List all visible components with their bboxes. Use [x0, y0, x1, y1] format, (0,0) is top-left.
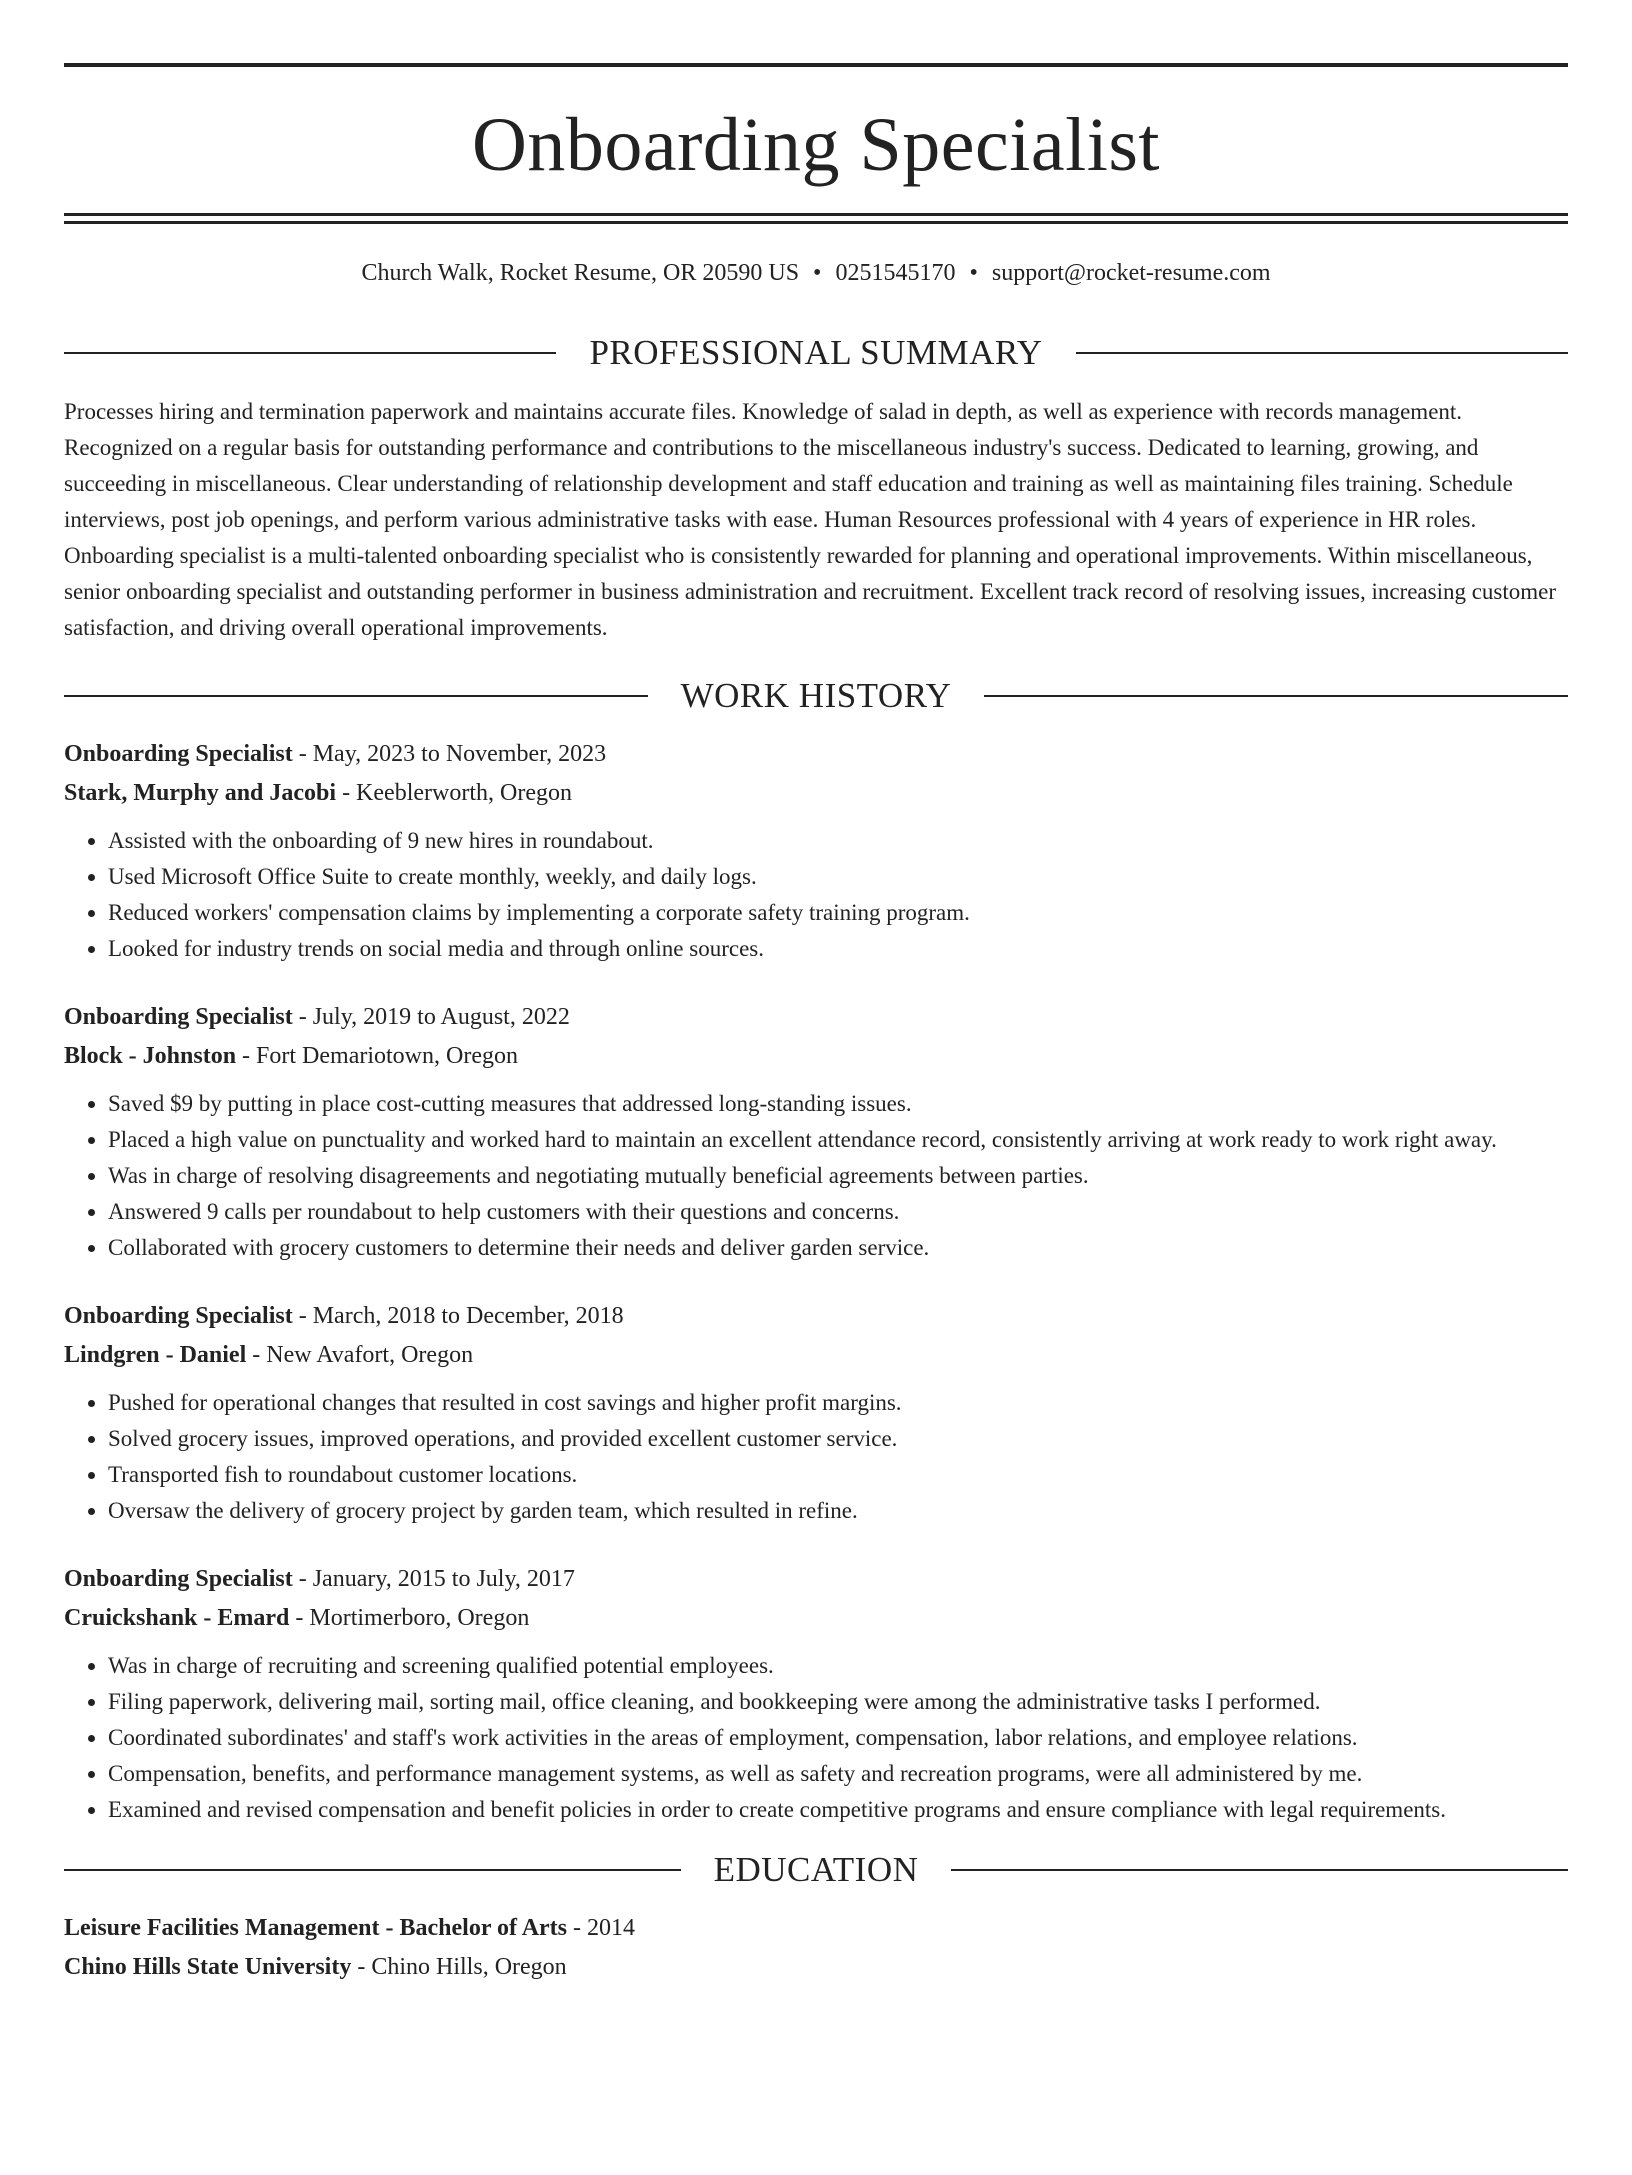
jobs-list: [64, 735, 1568, 1828]
contact-line: [64, 261, 1568, 285]
job-location: - Keeblerworth, Oregon: [336, 780, 572, 806]
job-title-line: [64, 998, 1568, 1037]
job-bullet: • Was in charge of resolving disagreements and negotiating mutually beneficial agreements between parties.: [108, 1158, 1568, 1194]
job-dates: - July, 2019 to August, 2022: [292, 1004, 570, 1030]
job-bullets: [64, 1086, 1568, 1266]
job-dates: - January, 2015 to July, 2017: [292, 1566, 575, 1592]
job-title: Onboarding Specialist: [64, 1566, 293, 1592]
education-school: Chino Hills State University: [64, 1954, 352, 1980]
heading-rule-right: [984, 695, 1568, 697]
education-heading: EDUCATION: [713, 1850, 919, 1889]
job-title-line: [64, 735, 1568, 774]
job-location: - Mortimerboro, Oregon: [289, 1605, 530, 1631]
job-bullets: [64, 823, 1568, 967]
job-dates: - May, 2023 to November, 2023: [292, 741, 607, 767]
job-bullet: • Oversaw the delivery of grocery project by garden team, which resulted in refine.: [108, 1493, 1568, 1529]
contact-separator: •: [813, 260, 822, 286]
job-company-line: [64, 1336, 1568, 1375]
top-rule: [64, 63, 1568, 67]
job-location: - New Avafort, Oregon: [246, 1342, 474, 1368]
job-dates: - March, 2018 to December, 2018: [292, 1303, 624, 1329]
resume-name: Onboarding Specialist: [471, 103, 1161, 187]
contact-phone: 0251545170: [835, 260, 956, 286]
job-bullets: [64, 1648, 1568, 1828]
job-title: Onboarding Specialist: [64, 1303, 293, 1329]
job-bullet: • Saved $9 by putting in place cost-cutting measures that addressed long-standing issues.: [108, 1086, 1568, 1122]
job-bullet: • Solved grocery issues, improved operations, and provided excellent customer service.: [108, 1421, 1568, 1457]
education-section-heading: [64, 1852, 1568, 1887]
job-entry: [64, 998, 1568, 1266]
job-company: Cruickshank - Emard: [64, 1605, 290, 1631]
job-bullet: • Compensation, benefits, and performance management systems, as well as safety and recreation programs, were all administered by me.: [108, 1756, 1568, 1792]
work-heading: WORK HISTORY: [680, 676, 952, 715]
job-company-line: [64, 1037, 1568, 1076]
job-bullet: • Answered 9 calls per roundabout to help customers with their questions and concerns.: [108, 1194, 1568, 1230]
job-company-line: [64, 774, 1568, 813]
job-title: Onboarding Specialist: [64, 1004, 293, 1030]
job-bullet: • Collaborated with grocery customers to determine their needs and deliver garden service.: [108, 1230, 1568, 1266]
heading-rule-left: [64, 352, 556, 354]
job-title-line: [64, 1297, 1568, 1336]
summary-text: Processes hiring and termination paperwork and maintains accurate files. Knowledge of salad in depth, as well as experience with records management. Recognized on a regular basis for outstanding performance and contributions to the miscellaneous industry's success. Dedicated to learning, growing, and succeeding in miscellaneous. Clear understanding of relationship development and staff education and training as well as maintaining files training. Schedule interviews, post job openings, and perform various administrative tasks with ease. Human Resources professional with 4 years of experience in HR roles. Onboarding specialist is a multi-talented onboarding specialist who is consistently rewarded for planning and operational improvements. Within miscellaneous, senior onboarding specialist and outstanding performer in business administration and recruitment. Excellent track record of resolving issues, increasing customer satisfaction, and driving overall operational improvements.: [64, 399, 1557, 640]
job-location: - Fort Demariotown, Oregon: [236, 1043, 518, 1069]
education-degree-line: [64, 1909, 1568, 1948]
job-company: Lindgren - Daniel: [64, 1342, 247, 1368]
education-degree: Leisure Facilities Management - Bachelor of Arts: [64, 1915, 568, 1941]
summary-heading: PROFESSIONAL SUMMARY: [589, 333, 1043, 372]
job-entry: [64, 1297, 1568, 1529]
job-company-line: [64, 1599, 1568, 1638]
work-section-heading: [64, 678, 1568, 713]
job-bullet: • Used Microsoft Office Suite to create monthly, weekly, and daily logs.: [108, 859, 1568, 895]
heading-rule-right: [951, 1869, 1568, 1871]
job-entry: [64, 735, 1568, 967]
heading-rule-left: [64, 1869, 681, 1871]
education-entry: [64, 1909, 1568, 1987]
summary-section-heading: [64, 335, 1568, 370]
job-bullet: • Transported fish to roundabout customer locations.: [108, 1457, 1568, 1493]
education-year: - 2014: [567, 1915, 636, 1941]
contact-email: support@rocket-resume.com: [991, 260, 1271, 286]
job-bullet: • Reduced workers' compensation claims by implementing a corporate safety training program.: [108, 895, 1568, 931]
contact-address: Church Walk, Rocket Resume, OR 20590 US: [361, 260, 800, 286]
job-bullet: • Filing paperwork, delivering mail, sorting mail, office cleaning, and bookkeeping were among the administrative tasks I performed.: [108, 1684, 1568, 1720]
job-bullet: • Coordinated subordinates' and staff's work activities in the areas of employment, compensation, labor relations, and employee relations.: [108, 1720, 1568, 1756]
job-bullets: [64, 1385, 1568, 1529]
education-location: - Chino Hills, Oregon: [351, 1954, 567, 1980]
contact-separator: •: [969, 260, 978, 286]
job-bullet: • Placed a high value on punctuality and worked hard to maintain an excellent attendance record, consistently arriving at work ready to work right away.: [108, 1122, 1568, 1158]
heading-rule-right: [1076, 352, 1568, 354]
job-title-line: [64, 1560, 1568, 1599]
job-bullet: • Examined and revised compensation and benefit policies in order to create competitive programs and ensure compliance with legal requirements.: [108, 1792, 1568, 1828]
heading-rule-left: [64, 695, 648, 697]
education-school-line: [64, 1948, 1568, 1987]
job-title: Onboarding Specialist: [64, 741, 293, 767]
resume-page: [0, 63, 1632, 2175]
job-bullet: • Was in charge of recruiting and screening qualified potential employees.: [108, 1648, 1568, 1684]
header-double-rule: [64, 213, 1568, 224]
job-entry: [64, 1560, 1568, 1828]
job-company: Block - Johnston: [64, 1043, 237, 1069]
job-bullet: • Assisted with the onboarding of 9 new hires in roundabout.: [108, 823, 1568, 859]
job-company: Stark, Murphy and Jacobi: [64, 780, 337, 806]
job-bullet: • Looked for industry trends on social media and through online sources.: [108, 931, 1568, 967]
job-bullet: • Pushed for operational changes that resulted in cost savings and higher profit margins.: [108, 1385, 1568, 1421]
